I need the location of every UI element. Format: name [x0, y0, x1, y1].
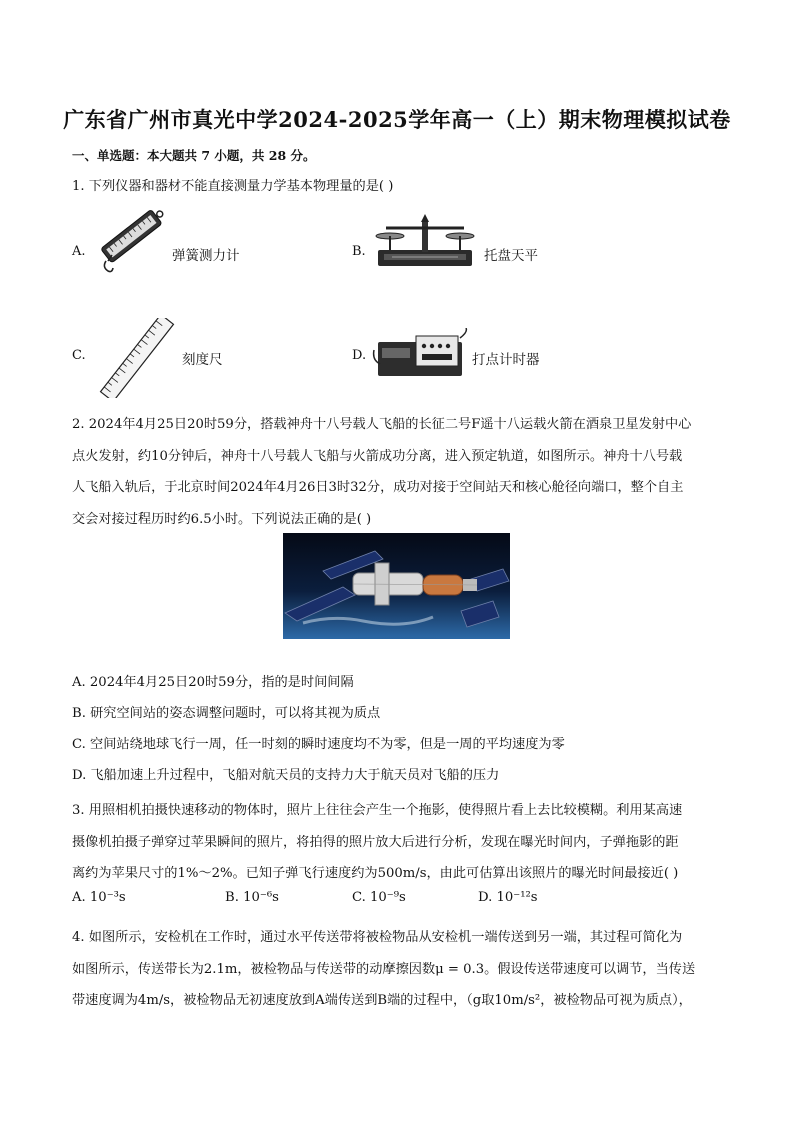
- space-station-photo: [283, 533, 510, 639]
- balance-icon: [372, 210, 480, 270]
- q2-option-d: D. 飞船加速上升过程中，飞船对航天员的支持力大于航天员对飞船的压力: [72, 768, 500, 783]
- q3-option-c: C. 10⁻⁹s: [352, 890, 406, 905]
- q1-option-d-label: 打点计时器: [472, 352, 540, 368]
- exam-title: 广东省广州市真光中学2024-2025学年高一（上）期末物理模拟试卷: [63, 107, 731, 132]
- q3-option-b: B. 10⁻⁶s: [225, 890, 279, 905]
- q1-stem: 1. 下列仪器和器材不能直接测量力学基本物理量的是( ): [72, 179, 394, 194]
- q1-option-c-label: 刻度尺: [182, 352, 223, 368]
- q2-stem-line-2: 点火发射，约10分钟后，神舟十八号载人飞船与火箭成功分离，进入预定轨道，如图所示。神舟十八号载: [72, 448, 683, 464]
- q2-stem-line-3: 人飞船入轨后，于北京时间2024年4月26日3时32分，成功对接于空间站天和核心舱径向端口，整个自主: [72, 480, 684, 495]
- ruler-icon: [92, 318, 182, 398]
- q3-stem-line-1: 3. 用照相机拍摄快速移动的物体时，照片上往往会产生一个拖影，使得照片看上去比较模糊。利用某高速: [72, 803, 683, 818]
- q3-stem-line-2: 摄像机拍摄子弹穿过苹果瞬间的照片，将拍得的照片放大后进行分析，发现在曝光时间内，子弹拖影的距: [72, 834, 679, 850]
- q3-option-d: D. 10⁻¹²s: [478, 890, 538, 905]
- q3-stem-line-3: 离约为苹果尺寸的1%～2%。已知子弹飞行速度约为500m/s，由此可估算出该照片的曝光时间最接近( ): [72, 866, 679, 881]
- q1-option-c-letter: C.: [72, 348, 86, 363]
- q1-option-d-letter: D.: [352, 348, 367, 363]
- q2-stem-line-4: 交会对接过程历时约6.5小时。下列说法正确的是( ): [72, 511, 372, 527]
- q4-stem-line-1: 4. 如图所示，安检机在工作时，通过水平传送带将被检物品从安检机一端传送到另一端，其过程可简化为: [72, 930, 683, 945]
- q1-option-b-label: 托盘天平: [484, 248, 538, 264]
- q4-stem-line-2: 如图所示，传送带长为2.1m，被检物品与传送带的动摩擦因数μ = 0.3。假设传送带速度可以调节，当传送: [72, 961, 696, 977]
- timer-icon: [372, 328, 468, 380]
- q2-option-b: B. 研究空间站的姿态调整问题时，可以将其视为质点: [72, 706, 381, 721]
- q1-option-a-letter: A.: [72, 244, 86, 259]
- q3-option-a: A. 10⁻³s: [72, 890, 126, 905]
- q4-stem: [72, 922, 724, 1017]
- spring-scale-icon: [92, 205, 170, 275]
- section-header: 一、单选题：本大题共 7 小题，共 28 分。: [72, 148, 316, 163]
- q2-stem-line-1: 2. 2024年4月25日20时59分，搭载神舟十八号载人飞船的长征二号F遥十八运载火箭在酒泉卫星发射中心: [72, 417, 692, 432]
- q1-option-a-label: 弹簧测力计: [172, 248, 240, 264]
- q4-stem-line-3: 带速度调为4m/s，被检物品无初速度放到A端传送到B端的过程中，（g取10m/s²，被检物品可视为质点），: [72, 993, 692, 1008]
- q1-option-b-letter: B.: [352, 244, 366, 259]
- q2-option-a: A. 2024年4月25日20时59分，指的是时间间隔: [72, 675, 354, 690]
- q2-option-c: C. 空间站绕地球飞行一周，任一时刻的瞬时速度均不为零，但是一周的平均速度为零: [72, 737, 565, 752]
- q2-stem: [72, 409, 724, 535]
- q3-stem: [72, 795, 724, 890]
